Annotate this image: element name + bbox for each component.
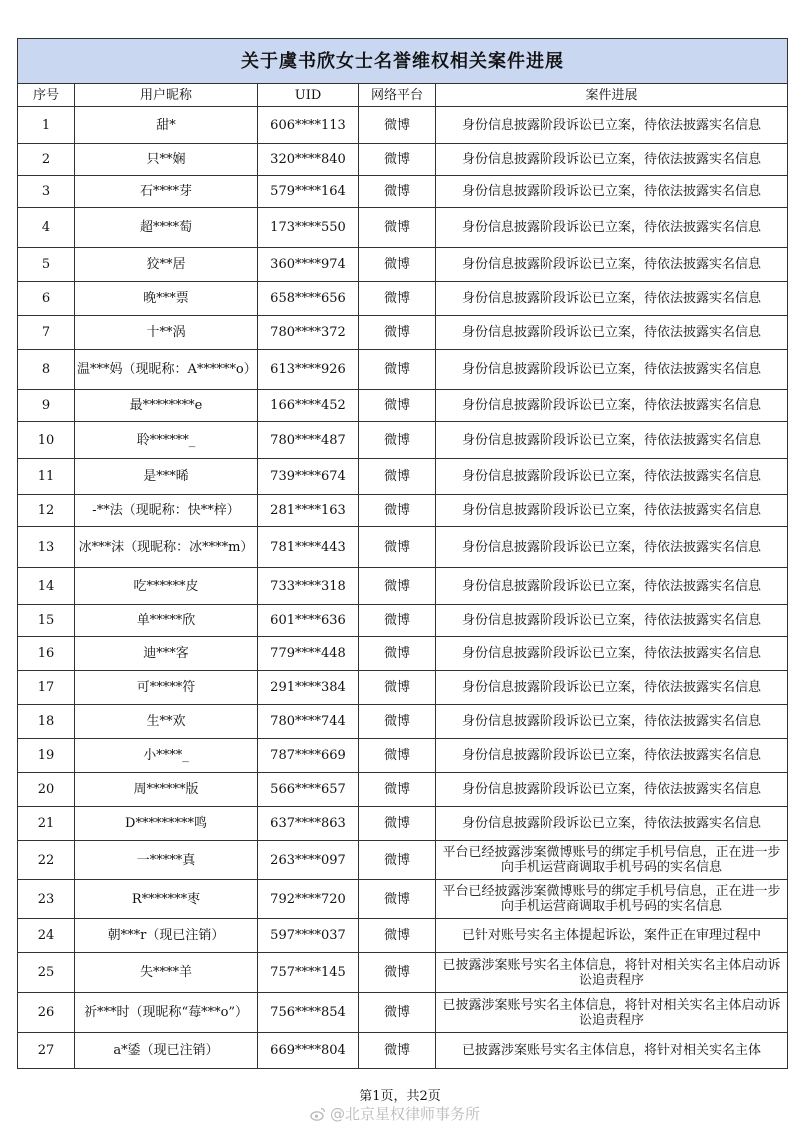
cell-nickname: 只**娴 xyxy=(75,144,258,176)
weibo-logo-icon xyxy=(310,1106,326,1122)
cell-uid: 757****145 xyxy=(258,953,359,993)
cell-progress: 身份信息披露阶段诉讼已立案，待依法披露实名信息 xyxy=(436,422,788,459)
cell-platform: 微博 xyxy=(359,527,436,568)
cell-platform: 微博 xyxy=(359,705,436,739)
cell-progress: 身份信息披露阶段诉讼已立案，待依法披露实名信息 xyxy=(436,282,788,316)
table-row xyxy=(18,773,788,807)
cell-uid: 579****164 xyxy=(258,176,359,208)
table-row xyxy=(18,107,788,144)
cell-platform: 微博 xyxy=(359,316,436,350)
cell-nickname: 聆******_ xyxy=(75,422,258,459)
case-progress-table xyxy=(17,38,788,1069)
cell-progress: 已披露涉案账号实名主体信息，将针对相关实名主体 xyxy=(436,1033,788,1069)
watermark xyxy=(310,1103,480,1124)
table-row xyxy=(18,282,788,316)
cell-progress: 已披露涉案账号实名主体信息，将针对相关实名主体启动诉讼追责程序 xyxy=(436,953,788,993)
table-row xyxy=(18,350,788,390)
cell-progress: 身份信息披露阶段诉讼已立案，待依法披露实名信息 xyxy=(436,495,788,527)
cell-progress: 身份信息披露阶段诉讼已立案，待依法披露实名信息 xyxy=(436,248,788,282)
cell-index: 11 xyxy=(18,459,75,495)
table-row xyxy=(18,637,788,671)
cell-progress: 身份信息披露阶段诉讼已立案，待依法披露实名信息 xyxy=(436,390,788,422)
cell-nickname: 晚***票 xyxy=(75,282,258,316)
cell-uid: 613****926 xyxy=(258,350,359,390)
cell-progress: 身份信息披露阶段诉讼已立案，待依法披露实名信息 xyxy=(436,316,788,350)
cell-index: 10 xyxy=(18,422,75,459)
table-row xyxy=(18,605,788,637)
table-row xyxy=(18,807,788,841)
cell-nickname: a*鋈（现已注销） xyxy=(75,1033,258,1069)
cell-nickname: 甜* xyxy=(75,107,258,144)
cell-nickname: 可*****符 xyxy=(75,671,258,705)
cell-platform: 微博 xyxy=(359,953,436,993)
cell-nickname: 生**欢 xyxy=(75,705,258,739)
cell-nickname: 狡**居 xyxy=(75,248,258,282)
cell-uid: 781****443 xyxy=(258,527,359,568)
table-row xyxy=(18,527,788,568)
table-row xyxy=(18,248,788,282)
cell-index: 14 xyxy=(18,568,75,605)
cell-platform: 微博 xyxy=(359,739,436,773)
cell-index: 9 xyxy=(18,390,75,422)
cell-nickname: 吃******皮 xyxy=(75,568,258,605)
cell-nickname: 一*****真 xyxy=(75,841,258,880)
table-row xyxy=(18,495,788,527)
cell-nickname: 祈***时（现昵称“莓***o”） xyxy=(75,993,258,1033)
cell-index: 17 xyxy=(18,671,75,705)
cell-index: 18 xyxy=(18,705,75,739)
cell-uid: 756****854 xyxy=(258,993,359,1033)
header-row xyxy=(18,84,788,107)
watermark-text: @北京星权律师事务所 xyxy=(330,1105,481,1123)
cell-uid: 779****448 xyxy=(258,637,359,671)
cell-uid: 320****840 xyxy=(258,144,359,176)
cell-index: 19 xyxy=(18,739,75,773)
cell-nickname: 最********e xyxy=(75,390,258,422)
table-row xyxy=(18,208,788,248)
cell-index: 26 xyxy=(18,993,75,1033)
cell-index: 7 xyxy=(18,316,75,350)
cell-platform: 微博 xyxy=(359,671,436,705)
table-title: 关于虞书欣女士名誉维权相关案件进展 xyxy=(18,39,788,84)
cell-platform: 微博 xyxy=(359,459,436,495)
table-row xyxy=(18,671,788,705)
table-row xyxy=(18,841,788,880)
cell-progress: 平台已经披露涉案微博账号的绑定手机号信息，正在进一步向手机运营商调取手机号码的实名信息 xyxy=(436,841,788,880)
table-row xyxy=(18,422,788,459)
cell-progress: 身份信息披露阶段诉讼已立案，待依法披露实名信息 xyxy=(436,107,788,144)
cell-platform: 微博 xyxy=(359,605,436,637)
cell-uid: 787****669 xyxy=(258,739,359,773)
cell-progress: 身份信息披露阶段诉讼已立案，待依法披露实名信息 xyxy=(436,527,788,568)
page-footer: 第1页，共2页 xyxy=(359,1089,441,1104)
cell-nickname: R*******枣 xyxy=(75,880,258,919)
cell-index: 23 xyxy=(18,880,75,919)
cell-index: 4 xyxy=(18,208,75,248)
cell-index: 6 xyxy=(18,282,75,316)
table-row xyxy=(18,993,788,1033)
cell-uid: 360****974 xyxy=(258,248,359,282)
cell-platform: 微博 xyxy=(359,208,436,248)
table-row xyxy=(18,705,788,739)
table-row xyxy=(18,1033,788,1069)
cell-nickname: 石****芽 xyxy=(75,176,258,208)
cell-uid: 658****656 xyxy=(258,282,359,316)
cell-uid: 780****744 xyxy=(258,705,359,739)
cell-index: 21 xyxy=(18,807,75,841)
cell-index: 16 xyxy=(18,637,75,671)
cell-uid: 291****384 xyxy=(258,671,359,705)
table-row xyxy=(18,144,788,176)
table-row xyxy=(18,953,788,993)
cell-index: 3 xyxy=(18,176,75,208)
cell-uid: 166****452 xyxy=(258,390,359,422)
cell-platform: 微博 xyxy=(359,176,436,208)
cell-platform: 微博 xyxy=(359,248,436,282)
cell-index: 25 xyxy=(18,953,75,993)
cell-nickname: 迪***客 xyxy=(75,637,258,671)
cell-progress: 身份信息披露阶段诉讼已立案，待依法披露实名信息 xyxy=(436,459,788,495)
cell-nickname: 十**涡 xyxy=(75,316,258,350)
cell-nickname: D*********鸣 xyxy=(75,807,258,841)
cell-platform: 微博 xyxy=(359,1033,436,1069)
header-platform: 网络平台 xyxy=(359,84,436,107)
cell-progress: 身份信息披露阶段诉讼已立案，待依法披露实名信息 xyxy=(436,568,788,605)
cell-platform: 微博 xyxy=(359,919,436,953)
table-row xyxy=(18,176,788,208)
cell-uid: 637****863 xyxy=(258,807,359,841)
cell-platform: 微博 xyxy=(359,637,436,671)
cell-platform: 微博 xyxy=(359,107,436,144)
cell-progress: 身份信息披露阶段诉讼已立案，待依法披露实名信息 xyxy=(436,144,788,176)
cell-progress: 已针对账号实名主体提起诉讼，案件正在审理过程中 xyxy=(436,919,788,953)
cell-progress: 身份信息披露阶段诉讼已立案，待依法披露实名信息 xyxy=(436,350,788,390)
cell-progress: 身份信息披露阶段诉讼已立案，待依法披露实名信息 xyxy=(436,739,788,773)
table-row xyxy=(18,316,788,350)
cell-uid: 792****720 xyxy=(258,880,359,919)
cell-platform: 微博 xyxy=(359,350,436,390)
cell-uid: 597****037 xyxy=(258,919,359,953)
table-row xyxy=(18,390,788,422)
table-row xyxy=(18,880,788,919)
cell-nickname: 单*****欣 xyxy=(75,605,258,637)
table-row xyxy=(18,459,788,495)
cell-progress: 身份信息披露阶段诉讼已立案，待依法披露实名信息 xyxy=(436,705,788,739)
cell-platform: 微博 xyxy=(359,880,436,919)
table-row xyxy=(18,919,788,953)
cell-uid: 733****318 xyxy=(258,568,359,605)
cell-index: 27 xyxy=(18,1033,75,1069)
cell-uid: 669****804 xyxy=(258,1033,359,1069)
cell-nickname: 朝***r（现已注销） xyxy=(75,919,258,953)
header-uid: UID xyxy=(258,84,359,107)
cell-platform: 微博 xyxy=(359,390,436,422)
cell-nickname: 超****萄 xyxy=(75,208,258,248)
cell-uid: 281****163 xyxy=(258,495,359,527)
cell-progress: 身份信息披露阶段诉讼已立案，待依法披露实名信息 xyxy=(436,807,788,841)
cell-nickname: 冰***沫（现昵称：冰****m） xyxy=(75,527,258,568)
cell-progress: 身份信息披露阶段诉讼已立案，待依法披露实名信息 xyxy=(436,637,788,671)
cell-platform: 微博 xyxy=(359,282,436,316)
cell-progress: 身份信息披露阶段诉讼已立案，待依法披露实名信息 xyxy=(436,773,788,807)
table-row xyxy=(18,568,788,605)
cell-index: 12 xyxy=(18,495,75,527)
cell-index: 1 xyxy=(18,107,75,144)
cell-index: 15 xyxy=(18,605,75,637)
cell-progress: 身份信息披露阶段诉讼已立案，待依法披露实名信息 xyxy=(436,176,788,208)
cell-uid: 780****487 xyxy=(258,422,359,459)
cell-uid: 780****372 xyxy=(258,316,359,350)
cell-uid: 173****550 xyxy=(258,208,359,248)
cell-index: 20 xyxy=(18,773,75,807)
cell-platform: 微博 xyxy=(359,495,436,527)
cell-progress: 身份信息披露阶段诉讼已立案，待依法披露实名信息 xyxy=(436,208,788,248)
cell-platform: 微博 xyxy=(359,568,436,605)
cell-index: 22 xyxy=(18,841,75,880)
table-row xyxy=(18,739,788,773)
cell-platform: 微博 xyxy=(359,841,436,880)
cell-uid: 739****674 xyxy=(258,459,359,495)
cell-progress: 身份信息披露阶段诉讼已立案，待依法披露实名信息 xyxy=(436,605,788,637)
cell-platform: 微博 xyxy=(359,807,436,841)
cell-platform: 微博 xyxy=(359,773,436,807)
cell-platform: 微博 xyxy=(359,144,436,176)
cell-nickname: 失****羊 xyxy=(75,953,258,993)
cell-platform: 微博 xyxy=(359,422,436,459)
cell-index: 5 xyxy=(18,248,75,282)
cell-nickname: -**法（现昵称：快**梓） xyxy=(75,495,258,527)
cell-index: 24 xyxy=(18,919,75,953)
cell-uid: 263****097 xyxy=(258,841,359,880)
cell-platform: 微博 xyxy=(359,993,436,1033)
cell-nickname: 是***晞 xyxy=(75,459,258,495)
cell-nickname: 周******版 xyxy=(75,773,258,807)
cell-progress: 已披露涉案账号实名主体信息，将针对相关实名主体启动诉讼追责程序 xyxy=(436,993,788,1033)
cell-nickname: 小****_ xyxy=(75,739,258,773)
cell-index: 2 xyxy=(18,144,75,176)
header-progress: 案件进展 xyxy=(436,84,788,107)
cell-progress: 平台已经披露涉案微博账号的绑定手机号信息，正在进一步向手机运营商调取手机号码的实名信息 xyxy=(436,880,788,919)
cell-uid: 566****657 xyxy=(258,773,359,807)
cell-uid: 601****636 xyxy=(258,605,359,637)
cell-nickname: 温***妈（现昵称：A******o） xyxy=(75,350,258,390)
cell-index: 13 xyxy=(18,527,75,568)
cell-index: 8 xyxy=(18,350,75,390)
header-index: 序号 xyxy=(18,84,75,107)
header-nickname: 用户昵称 xyxy=(75,84,258,107)
cell-uid: 606****113 xyxy=(258,107,359,144)
cell-progress: 身份信息披露阶段诉讼已立案，待依法披露实名信息 xyxy=(436,671,788,705)
